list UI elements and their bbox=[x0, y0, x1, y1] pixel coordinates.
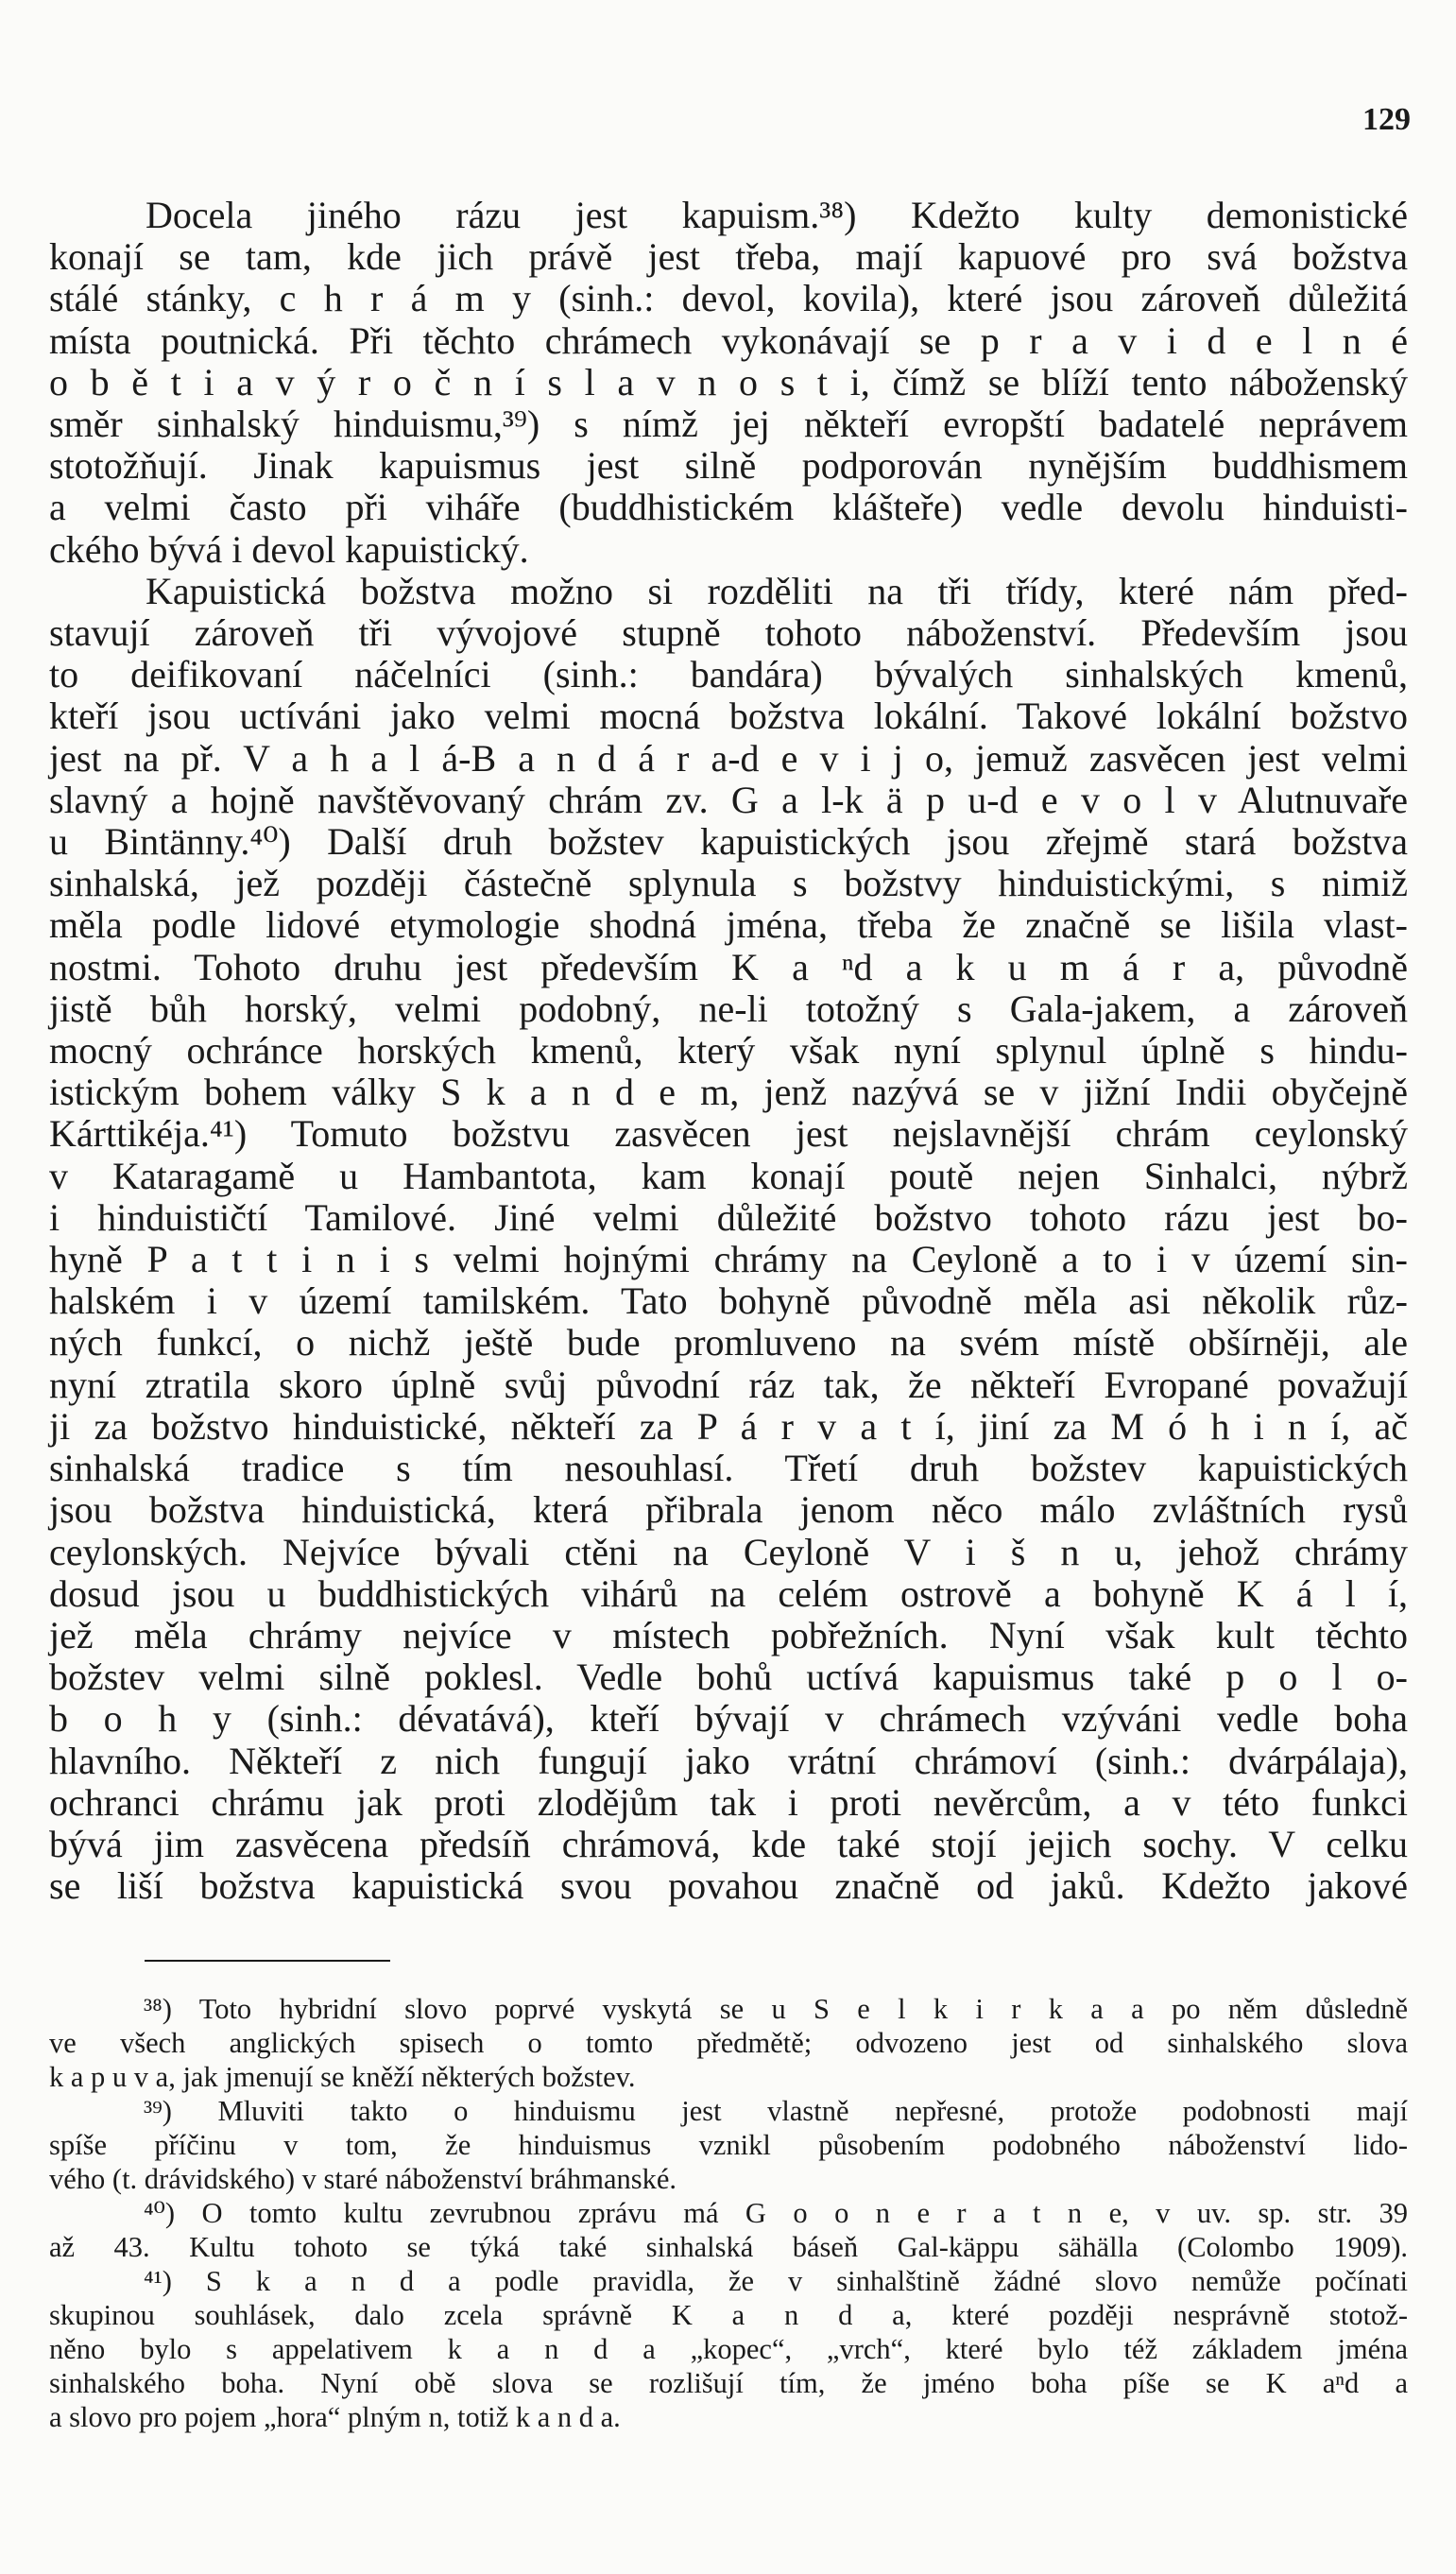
body-line: ckého bývá i devol kapuistický. bbox=[49, 527, 529, 571]
footnote-line: a slovo pro pojem „hora“ plným n, totiž k a n d a. bbox=[49, 2401, 621, 2433]
body-line: ji za božstvo hinduistické, někteří za P á r v a t í, jiní za M ó h i n í, ač bbox=[49, 1404, 1408, 1448]
body-line: směr sinhalský hinduismu,³⁹) s nímž jej někteří evropští badatelé neprávem bbox=[49, 403, 1408, 446]
body-line: dosud jsou u buddhistických vihárů na celém ostrově a bohyně K á l í, bbox=[49, 1571, 1408, 1615]
footnote-line: spíše příčinu v tom, že hinduismus vznikl působením podobného náboženství lido- bbox=[49, 2129, 1408, 2161]
footnote-line: skupinou souhlásek, dalo zcela správně K a n d a, které později nesprávně stotož- bbox=[49, 2299, 1408, 2331]
body-line: stavují zároveň tři vývojové stupně tohoto náboženství. Především jsou bbox=[49, 611, 1408, 655]
body-line: sinhalská, jež později částečně splynula s božstvy hinduistickými, s nimiž bbox=[49, 862, 1408, 905]
footnote-line: sinhalského boha. Nyní obě slova se rozlišují tím, že jméno boha píše se K aⁿd a bbox=[49, 2367, 1408, 2399]
body-line: stotožňují. Jinak kapuismus jest silně podporován nynějším buddhismem bbox=[49, 444, 1408, 488]
body-line: Kapuistická božstva možno si rozděliti na tři třídy, které nám před- bbox=[146, 569, 1408, 612]
body-line: v Kataragamě u Hambantota, kam konají poutě nejen Sinhalci, nýbrž bbox=[49, 1154, 1408, 1197]
body-line: jistě bůh horský, velmi podobný, ne-li totožný s Gala-jakem, a zároveň bbox=[49, 987, 1408, 1030]
body-line: kteří jsou uctíváni jako velmi mocná božstva lokální. Takové lokální božstvo bbox=[49, 695, 1408, 738]
body-line: božstev velmi silně poklesl. Vedle bohů uctívá kapuismus také p o l o- bbox=[49, 1656, 1408, 1699]
footnote-line: ⁴¹) S k a n d a podle pravidla, že v sinhalštině žádné slovo nemůže počínati bbox=[144, 2265, 1408, 2297]
body-line: hyně P a t t i n i s velmi hojnými chrámy na Ceyloně a to i v území sin- bbox=[49, 1238, 1408, 1281]
body-line: Kárttikéja.⁴¹) Tomuto božstvu zasvěcen jest nejslavnější chrám ceylonský bbox=[49, 1112, 1408, 1156]
body-line: nyní ztratila skoro úplně svůj původní ráz tak, že někteří Evropané považují bbox=[49, 1363, 1408, 1406]
body-line: jest na př. V a h a l á-B a n d á r a-d e v i j o, jemuž zasvěcen jest velmi bbox=[49, 736, 1408, 780]
body-line: jež měla chrámy nejvíce v místech pobřežních. Nyní však kult těchto bbox=[49, 1613, 1408, 1656]
footnote-line: něno bylo s appelativem k a n d a „kopec“, „vrch“, které bylo též základem jména bbox=[49, 2333, 1408, 2365]
footnote-line: vého (t. drávidského) v staré náboženství bráhmanské. bbox=[49, 2163, 677, 2195]
body-line: slavný a hojně navštěvovaný chrám zv. G a l-k ä p u-d e v o l v Alutnuvaře bbox=[49, 778, 1408, 821]
body-line: b o h y (sinh.: dévatává), kteří bývají v chrámech vzýváni vedle boha bbox=[49, 1697, 1408, 1741]
body-line: istickým bohem války S k a n d e m, jenž nazývá se v jižní Indii obyčejně bbox=[49, 1071, 1408, 1114]
body-line: konají se tam, kde jich právě jest třeba, mají kapuové pro svá božstva bbox=[49, 235, 1408, 279]
footnote-line: až 43. Kultu tohoto se týká také sinhalská báseň Gal-käppu sähälla (Colombo 1909). bbox=[49, 2231, 1408, 2263]
body-line: o b ě t i a v ý r o č n í s l a v n o s t i, čímž se blíží tento náboženský bbox=[49, 360, 1408, 403]
footnote-line: ³⁸) Toto hybridní slovo poprvé vyskytá se u S e l k i r k a a po něm důsledně bbox=[144, 1993, 1408, 2025]
body-line: nostmi. Tohoto druhu jest především K a ⁿd a k u m á r a, původně bbox=[49, 945, 1408, 988]
footnotes bbox=[49, 1992, 1408, 2434]
body-line: místa poutnická. Při těchto chrámech vykonávají se p r a v i d e l n é bbox=[49, 318, 1408, 362]
body-line: i hinduističtí Tamilové. Jiné velmi důležité božstvo tohoto rázu jest bo- bbox=[49, 1195, 1408, 1239]
footnote-line: k a p u v a, jak jmenují se kněží některých božstev. bbox=[49, 2061, 636, 2093]
body-line: a velmi často při viháře (buddhistickém klášteře) vedle devolu hinduisti- bbox=[49, 486, 1408, 529]
body-line: mocný ochránce horských kmenů, který však nyní splynul úplně s hindu- bbox=[49, 1029, 1408, 1072]
body-line: ochranci chrámu jak proti zlodějům tak i proti nevěrcům, a v této funkci bbox=[49, 1780, 1408, 1824]
body-text bbox=[49, 195, 1408, 1907]
body-line: měla podle lidové etymologie shodná jména, třeba že značně se lišila vlast- bbox=[49, 903, 1408, 947]
page-number: 129 bbox=[1362, 102, 1411, 137]
footnote-line: ³⁹) Mluviti takto o hinduismu jest vlastně nepřesné, protože podobnosti mají bbox=[144, 2095, 1408, 2127]
footnote-line: ⁴⁰) O tomto kultu zevrubnou zprávu má G o o n e r a t n e, v uv. sp. str. 39 bbox=[144, 2197, 1408, 2229]
body-line: u Bintänny.⁴⁰) Další druh božstev kapuistických jsou zřejmě stará božstva bbox=[49, 820, 1408, 864]
body-line: ceylonských. Nejvíce bývali ctěni na Ceyloně V i š n u, jehož chrámy bbox=[49, 1530, 1408, 1573]
body-line: jsou božstva hinduistická, která přibrala jenom něco málo zvláštních rysů bbox=[49, 1488, 1408, 1532]
body-line: se liší božstva kapuistická svou povahou značně od jaků. Kdežto jakové bbox=[49, 1864, 1408, 1908]
body-line: hlavního. Někteří z nich fungují jako vrátní chrámoví (sinh.: dvárpálaja), bbox=[49, 1739, 1408, 1782]
body-line: Docela jiného rázu jest kapuism.³⁸) Kdežto kulty demonistické bbox=[146, 194, 1408, 236]
body-line: ných funkcí, o nichž ještě bude promluveno na svém místě obšírněji, ale bbox=[49, 1321, 1408, 1364]
body-line: halském i v území tamilském. Tato bohyně původně měla asi několik růz- bbox=[49, 1279, 1408, 1323]
body-line: to deifikovaní náčelníci (sinh.: bandára) bývalých sinhalských kmenů, bbox=[49, 653, 1408, 696]
footnote-divider bbox=[145, 1960, 390, 1962]
body-line: stálé stánky, c h r á m y (sinh.: devol, kovila), které jsou zároveň důležitá bbox=[49, 277, 1408, 320]
body-line: sinhalská tradice s tím nesouhlasí. Třetí druh božstev kapuistických bbox=[49, 1447, 1408, 1490]
footnote-line: ve všech anglických spisech o tomto předmětě; odvozeno jest od sinhalského slova bbox=[49, 2027, 1408, 2059]
body-line: bývá jim zasvěcena předsíň chrámová, kde také stojí jejich sochy. V celku bbox=[49, 1822, 1408, 1865]
